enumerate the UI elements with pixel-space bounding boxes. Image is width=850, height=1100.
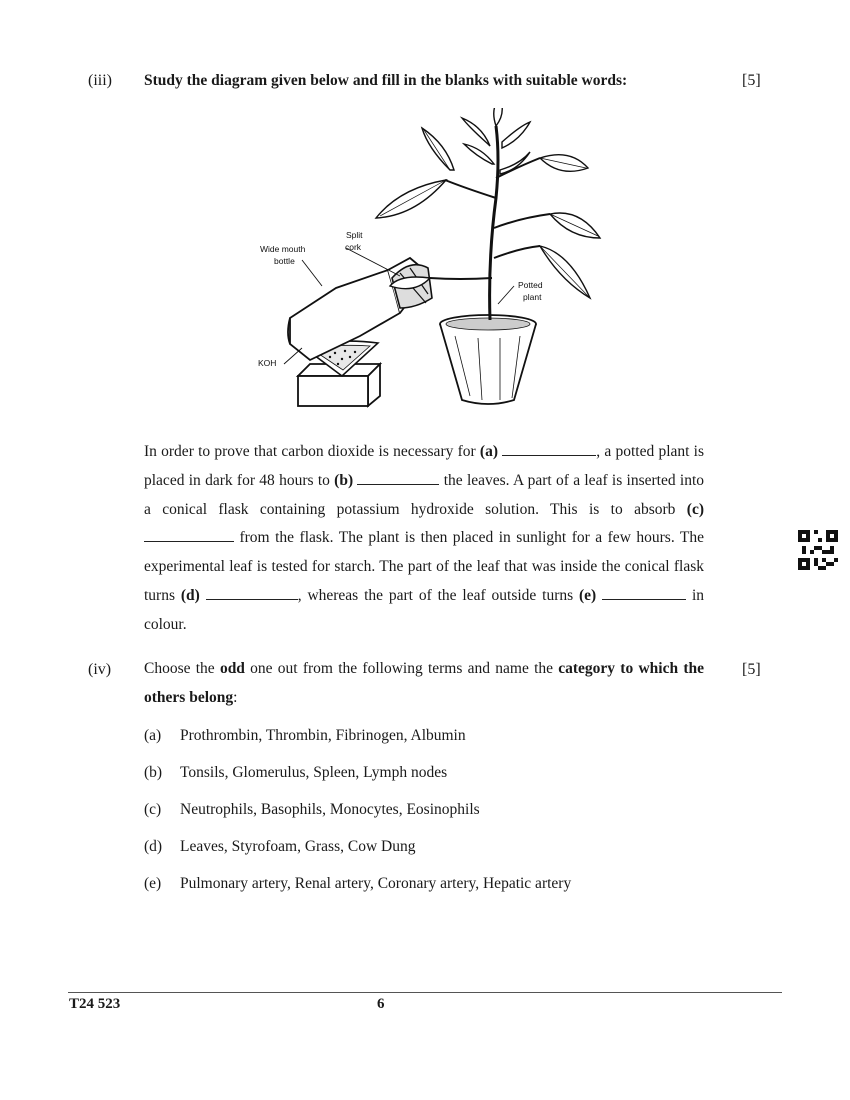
para-text-4: from the flask. The plant is then placed in sunlight for a few hours. The experimental leaf is tested for starch. The part of the leaf that was inside the conical flask turns	[144, 529, 704, 604]
para-text-1: In order to prove that carbon dioxide is necessary for	[144, 443, 480, 460]
para-text-6: in colour.	[144, 586, 705, 633]
blank-label-e: (e)	[579, 586, 597, 604]
blank-label-a: (a)	[479, 443, 498, 460]
question-iv-prompt	[144, 655, 704, 713]
blank-label-c: (c)	[686, 500, 704, 518]
label-koh: KOH	[258, 358, 277, 368]
prompt-colon: :	[233, 688, 238, 706]
option-label-e: (e)	[144, 875, 162, 892]
prompt-text-1: Choose the	[144, 660, 220, 677]
label-cork: cork	[345, 242, 362, 252]
option-label-b: (b)	[144, 764, 163, 781]
prompt-text-2: one out from the following terms and name the	[244, 660, 559, 677]
footer-divider	[68, 992, 782, 993]
option-label-d: (d)	[144, 838, 163, 855]
label-potted: Potted	[518, 280, 543, 290]
blank-label-b: (b)	[334, 471, 354, 489]
question-iii-heading: Study the diagram given below and fill in the blanks with suitable words:	[144, 72, 628, 89]
prompt-bold-odd: odd	[219, 660, 245, 677]
para-text-2: , a potted plant is placed in dark for 48 hours to	[144, 443, 705, 489]
option-text-e: Pulmonary artery, Renal artery, Coronary artery, Hepatic artery	[180, 875, 572, 892]
label-wide-mouth: Wide mouth	[260, 244, 306, 254]
footer-paper-code: T24 523	[69, 996, 121, 1012]
blank-e	[602, 585, 686, 600]
option-label-a: (a)	[144, 727, 162, 744]
plant-pot	[440, 315, 536, 404]
option-text-a: Prothrombin, Thrombin, Fibrinogen, Albumin	[180, 727, 466, 744]
label-plant: plant	[523, 292, 542, 302]
option-label-c: (c)	[144, 801, 162, 818]
label-bottle: bottle	[274, 256, 295, 266]
blank-label-d: (d)	[180, 586, 200, 604]
option-text-c: Neutrophils, Basophils, Monocytes, Eosinophils	[180, 801, 480, 818]
label-split: Split	[346, 230, 363, 240]
para-text-5: , whereas the part of the leaf outside turns	[297, 586, 580, 604]
para-text-3: the leaves. A part of a leaf is inserted into a conical flask containing potassium hydroxide solution. This is to absorb	[144, 471, 705, 518]
question-iii-paragraph	[144, 438, 704, 640]
question-iv-marks: [5]	[742, 661, 761, 678]
qr-code-icon	[798, 530, 838, 570]
question-iii-marks: [5]	[742, 72, 761, 89]
prompt-bold-category: category to which	[558, 660, 679, 677]
footer-page-number: 6	[377, 996, 385, 1012]
question-number-iii: (iii)	[88, 72, 112, 89]
plant-experiment-diagram	[250, 108, 610, 418]
blank-d	[206, 585, 298, 600]
blank-c	[144, 527, 234, 542]
blank-a	[502, 441, 596, 456]
question-number-iv: (iv)	[88, 661, 112, 678]
option-text-d: Leaves, Styrofoam, Grass, Cow Dung	[180, 838, 416, 855]
option-text-b: Tonsils, Glomerulus, Spleen, Lymph nodes	[180, 764, 448, 781]
prompt-bold-others: the others belong	[144, 660, 704, 706]
blank-b	[357, 470, 439, 485]
